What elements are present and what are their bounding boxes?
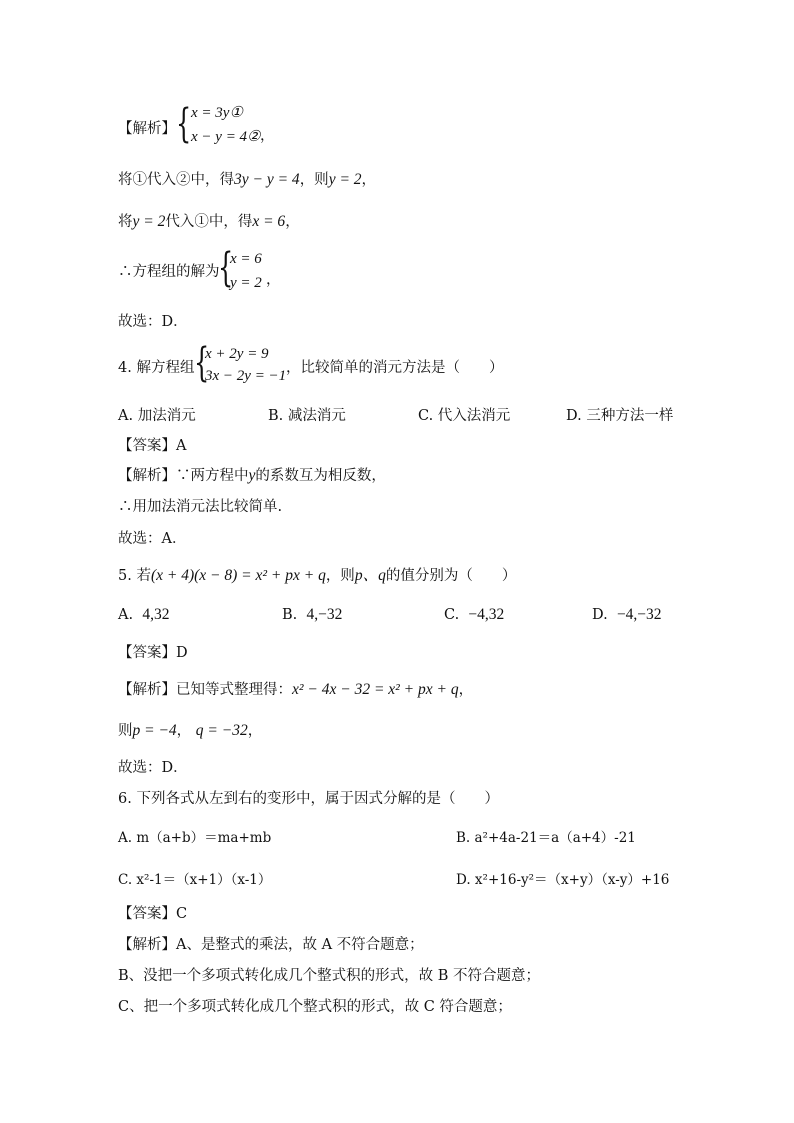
option-value: 4,−32 bbox=[306, 606, 343, 623]
math: x² − 4x − 32 = x² + px + q bbox=[292, 681, 459, 698]
text: 【解析】∵两方程中 bbox=[118, 468, 249, 484]
q4-eq-1: x + 2y = 9 bbox=[205, 346, 269, 362]
solution-eq-2: y = 2 bbox=[230, 275, 262, 291]
system-brace: { bbox=[176, 101, 192, 147]
text: 将 bbox=[118, 214, 133, 230]
q5-then bbox=[118, 721, 262, 741]
q6-option-a: A. m（a+b）＝ma+mb bbox=[118, 830, 272, 846]
q4-option-d: D. 三种方法一样 bbox=[566, 408, 674, 424]
q5-stem bbox=[118, 566, 516, 586]
text: ，则 bbox=[325, 568, 355, 584]
analysis-label: 【解析】 bbox=[118, 121, 176, 137]
text: ， bbox=[458, 682, 474, 698]
q5-option-a bbox=[118, 606, 169, 624]
text: 【解析】已知等式整理得： bbox=[118, 682, 292, 698]
text: 解方程组 bbox=[136, 360, 195, 376]
q4-answer: 【答案】A bbox=[118, 438, 187, 454]
solution-eq-1: x = 6 bbox=[230, 251, 262, 267]
q4-option-a: A. 加法消元 bbox=[118, 408, 196, 424]
q6-stem bbox=[118, 789, 499, 809]
option-letter: A. bbox=[118, 607, 134, 623]
solution-system bbox=[230, 250, 262, 292]
text: ， bbox=[247, 723, 263, 739]
solution-brace: { bbox=[218, 245, 234, 291]
option-value: 4,32 bbox=[142, 606, 170, 623]
q5-option-c bbox=[444, 606, 504, 624]
q6-analysis-1: 【解析】A、是整式的乘法，故 A 不符合题意； bbox=[118, 937, 424, 953]
text: ， bbox=[361, 172, 377, 188]
q6-analysis-2: B、没把一个多项式转化成几个整式积的形式，故 B 不符合题意； bbox=[118, 968, 541, 984]
solution-tail: ， bbox=[266, 272, 281, 288]
math: p、q bbox=[354, 567, 386, 584]
text: ，则 bbox=[299, 172, 329, 188]
option-value: −4,−32 bbox=[616, 606, 662, 623]
system-eq-1: x = 3y① bbox=[191, 105, 243, 121]
text: ， bbox=[176, 723, 192, 739]
equation-system bbox=[191, 104, 261, 146]
option-value: −4,32 bbox=[468, 606, 505, 623]
q6-option-d: D. x²+16-y²＝（x+y）（x-y）+16 bbox=[456, 872, 670, 888]
math: (x + 4)(x − 8) = x² + px + q bbox=[150, 567, 326, 584]
text: 的值分别为（ ） bbox=[385, 568, 517, 584]
q4-eq-2: 3x − 2y = −1 bbox=[205, 368, 287, 384]
question-number: 5. bbox=[118, 568, 132, 584]
option-letter: B. bbox=[282, 607, 298, 623]
question-number: 4. bbox=[118, 360, 132, 376]
math: y = 2 bbox=[328, 171, 362, 188]
q4-stem bbox=[118, 358, 194, 378]
question-number: 6. bbox=[118, 791, 132, 807]
q4-option-b: B. 减法消元 bbox=[268, 408, 346, 424]
q4-stem-tail: ，比较简单的消元方法是（ ） bbox=[286, 360, 504, 376]
system-tail: ， bbox=[260, 128, 275, 144]
q6-analysis-3: C、把一个多项式转化成几个整式积的形式，故 C 符合题意； bbox=[118, 999, 512, 1015]
q4-system bbox=[205, 345, 286, 385]
choose-line: 故选：D． bbox=[118, 314, 188, 330]
math: x = 6 bbox=[252, 213, 286, 230]
q5-option-d bbox=[592, 606, 662, 624]
text: 的系数互为相反数， bbox=[255, 468, 386, 484]
text: 下列各式从左到右的变形中，属于因式分解的是（ ） bbox=[136, 791, 499, 807]
text: 代入①中，得 bbox=[165, 214, 253, 230]
option-letter: C. bbox=[444, 607, 460, 623]
system-eq-2: x − y = 4② bbox=[191, 129, 261, 145]
step-line-1 bbox=[118, 170, 376, 190]
q4-analysis-2: ∴用加法消元法比较简单. bbox=[118, 499, 283, 515]
math: y bbox=[248, 467, 256, 484]
q4-option-c: C. 代入法消元 bbox=[418, 408, 511, 424]
text: ， bbox=[285, 214, 300, 230]
math: p = −4 bbox=[132, 722, 177, 739]
q5-choose: 故选：D． bbox=[118, 760, 188, 776]
math: 3y − y = 4 bbox=[234, 171, 300, 188]
q5-answer: 【答案】D bbox=[118, 645, 188, 661]
math: y = 2 bbox=[132, 213, 166, 230]
solution-line: ∴方程组的解为 bbox=[118, 264, 220, 280]
option-letter: D. bbox=[592, 607, 608, 623]
text: 则 bbox=[118, 723, 133, 739]
math: q = −32 bbox=[195, 722, 248, 739]
q5-analysis bbox=[118, 680, 473, 700]
q4-brace: { bbox=[194, 340, 210, 386]
q4-analysis bbox=[118, 466, 386, 486]
text: 将①代入②中，得 bbox=[118, 172, 234, 188]
step-line-2 bbox=[118, 212, 300, 232]
q4-choose: 故选：A． bbox=[118, 531, 187, 547]
q6-answer: 【答案】C bbox=[118, 906, 188, 922]
text: 若 bbox=[136, 568, 151, 584]
q6-option-c: C. x²-1＝（x+1）（x-1） bbox=[118, 872, 272, 888]
q6-option-b: B. a²+4a-21＝a（a+4）-21 bbox=[456, 830, 636, 846]
q5-option-b bbox=[282, 606, 342, 624]
